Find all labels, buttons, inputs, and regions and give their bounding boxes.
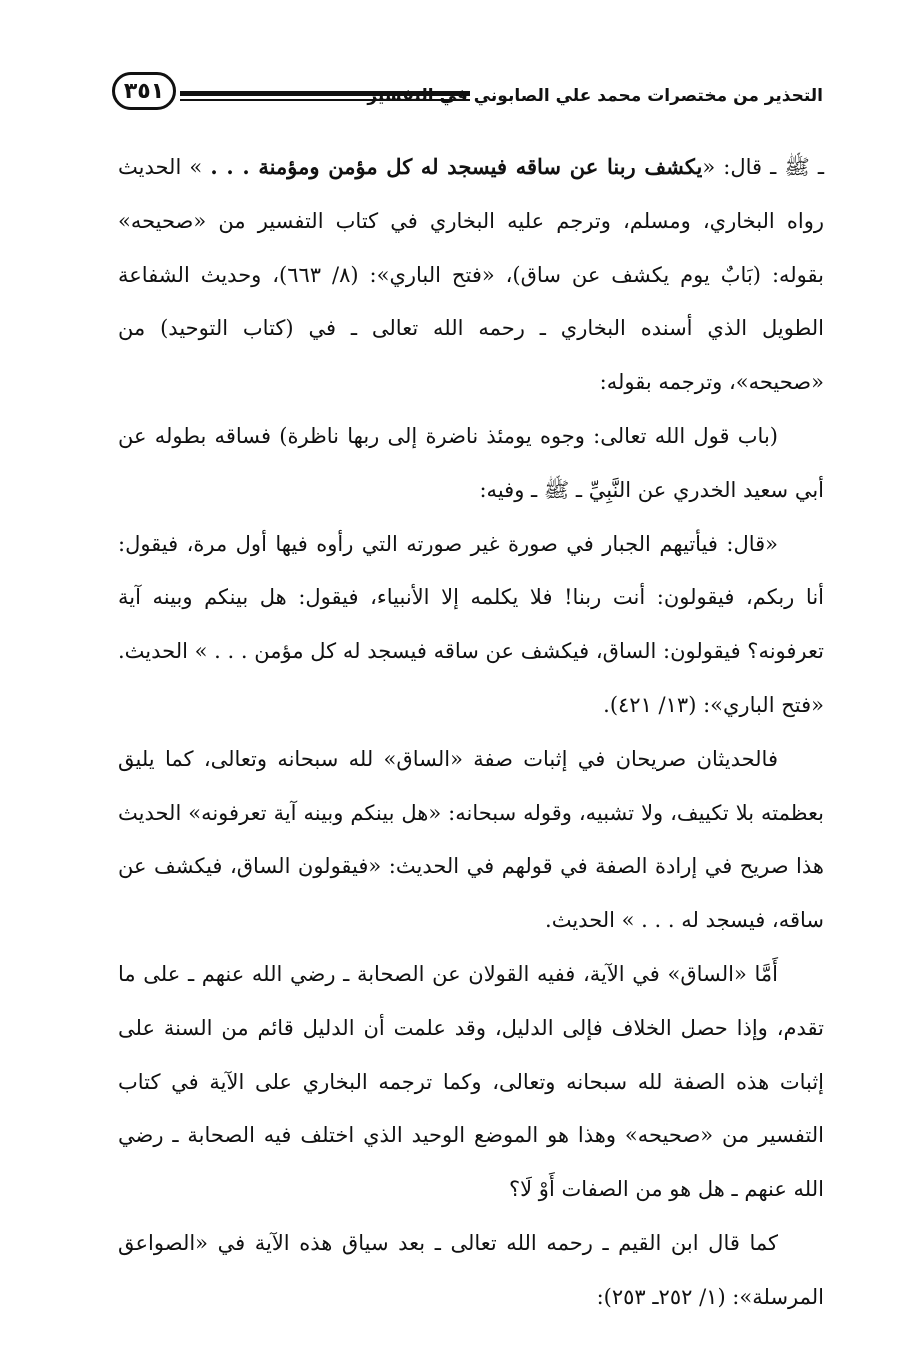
paragraph-bab-title: [118, 410, 824, 518]
paragraph-ibn-qayyim: [118, 1217, 824, 1325]
paragraph-hadith-sahih: [118, 140, 824, 410]
paragraph-commentary: [118, 733, 824, 948]
page-number-badge: [112, 72, 176, 110]
text-segment: (باب قول الله تعالى: وجوه يومئذ ناضرة إلى ربها ناظرة) فساقه بطوله عن أبي سعيد الخدري عن النَّبِيِّ ـ ﷺ ـ وفيه:: [118, 423, 824, 502]
running-title: التحذير من مختصرات محمد علي الصابوني في التفسير: [367, 86, 823, 106]
text-segment: أَمَّا «الساق» في الآية، ففيه القولان عن الصحابة ـ رضي الله عنهم ـ على ما تقدم، وإذا حصل الخلاف فإلى الدليل، وقد علمت أن الدليل قائم من السنة على إثبات هذه الصفة لله سبحانه وتعالى، وكما ترجمه البخاري على الآية في كتاب التفسير من «صحيحه» وهذا هو الموضع الوحيد الذي اختلف فيه الصحابة ـ رضي الله عنهم ـ هل هو من الصفات أَوْ لَا؟: [118, 961, 824, 1202]
body-text: [118, 140, 824, 1325]
text-segment: ـ ﷺ ـ قال: «: [702, 155, 824, 179]
text-segment-bold: يكشف ربنا عن ساقه فيسجد له كل مؤمن ومؤمنة . . .: [210, 154, 703, 179]
text-segment: فالحديثان صريحان في إثبات صفة «الساق» لله سبحانه وتعالى، كما يليق بعظمته بلا تكييف، ولا تشبيه، وقوله سبحانه: «هل بينكم وبينه آية تعرفونه» الحديث هذا صريح في إرادة الصفة في قولهم في الحديث: «فيقولون الساق، فيكشف عن ساقه، فيسجد له . . . » الحديث.: [118, 746, 824, 933]
text-segment: » الحديث رواه البخاري، ومسلم، وترجم عليه البخاري في كتاب التفسير من «صحيحه» بقوله: (بَابٌ يوم يكشف عن ساق)، «فتح الباري»: (٨/ ٦٦٣)، وحديث الشفاعة الطويل الذي أسنده البخاري ـ رحمه الله تعالى ـ في (كتاب التوحيد) من «صحيحه»، وترجمه بقوله:: [118, 155, 825, 395]
paragraph-hadith-quote: [118, 518, 824, 733]
text-segment: «قال: فيأتيهم الجبار في صورة غير صورته التي رأوه فيها أول مرة، فيقول: أنا ربكم، فيقولون: أنت ربنا! فلا يكلمه إلا الأنبياء، فيقول: هل بينكم وبينه آية تعرفونه؟ فيقولون: الساق، فيكشف عن ساقه فيسجد له كل مؤمن . . . » الحديث. «فتح الباري»: (١٣/ ٤٢١).: [118, 531, 824, 717]
paragraph-saq-in-ayah: [118, 948, 824, 1217]
page-number: ٣٥١: [123, 78, 165, 104]
text-segment: كما قال ابن القيم ـ رحمه الله تعالى ـ بعد سياق هذه الآية في «الصواعق المرسلة»: (١/ ٢٥٢ـ ٢٥٣):: [118, 1230, 824, 1309]
